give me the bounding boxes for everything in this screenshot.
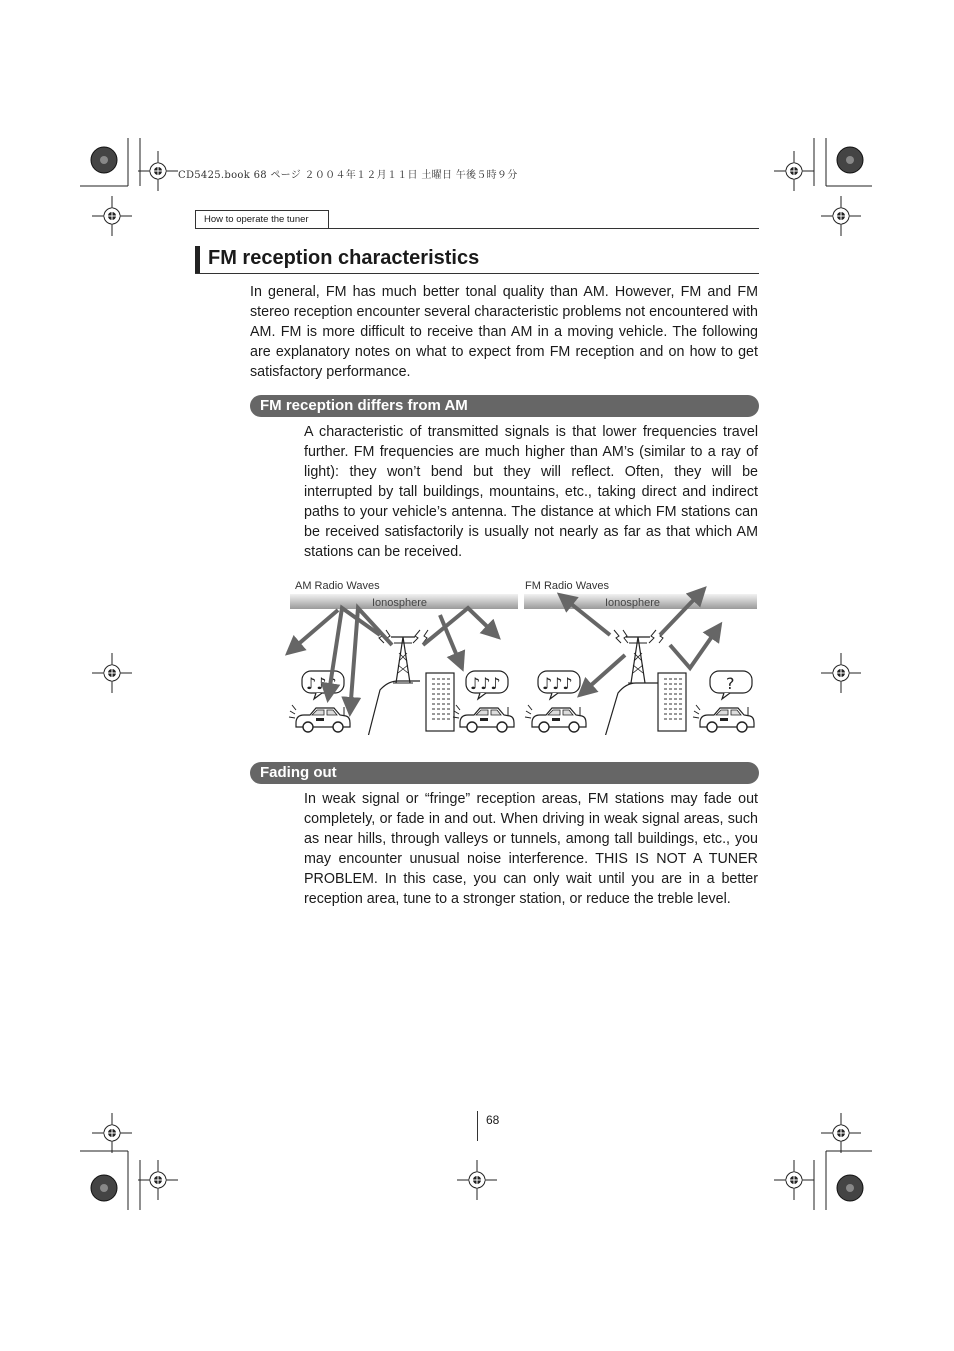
print-header: CD5425.book 68 ページ ２００４年１２月１１日 土曜日 午後５時９分 (178, 170, 518, 181)
section-tab: How to operate the tuner (195, 210, 329, 228)
radio-waves-diagram (280, 575, 764, 735)
car-icon-am-2 (453, 705, 514, 732)
ionosphere-label-am: Ionosphere (372, 597, 428, 609)
building-icon-fm (658, 673, 686, 731)
title-rule (195, 273, 759, 274)
am-wave-left (288, 610, 338, 653)
page-number: 68 (486, 1113, 500, 1127)
title-marker (195, 246, 200, 273)
car-icon-fm-1 (525, 705, 586, 732)
music-note-icon-am-2: ♪♪♪ (470, 674, 501, 693)
intro-paragraph: In general, FM has much better tonal quality than AM. However, FM and FM stereo reception encounter several characteristic problems not encountered with AM. FM is more difficult to receive than AM in a moving vehicle. The following are explanatory notes on what to expect from FM reception and on how to get satisfactory performance. (250, 284, 758, 380)
page-title: FM reception characteristics (208, 247, 480, 269)
section-body-fm-differs: A characteristic of transmitted signals is that lower frequencies travel further. FM frequencies are much higher than AM’s (similar to a ray of light): they won’t bend but they will reflect. Often, they will be interrupted by tall buildings, mountains, etc., taking direct and indirect paths to your vehicle’s antenna. The distance at which FM stations can be received satisfactorily is usually not nearly as far as that which AM stations can be received. (304, 424, 758, 560)
car-icon-am-1 (289, 705, 350, 732)
tower-icon-am (391, 637, 415, 683)
question-mark-icon: ? (726, 674, 735, 693)
fm-wave-blocked (670, 625, 720, 668)
tower-icon-fm (626, 637, 650, 683)
page-number-rule (477, 1111, 478, 1141)
header-rule (195, 228, 759, 229)
am-wave-right (423, 608, 498, 645)
am-wave-reflect-2 (350, 608, 392, 713)
music-note-icon-am-1: ♪♪♪ (306, 674, 337, 693)
ionosphere-label-fm: Ionosphere (605, 597, 661, 609)
music-note-icon-fm: ♪♪♪ (542, 674, 573, 693)
building-icon-am (426, 673, 454, 731)
fm-wave-down-left (580, 655, 625, 695)
car-icon-fm-2 (693, 705, 754, 732)
am-label: AM Radio Waves (295, 580, 380, 592)
section-heading-fading-out: Fading out (250, 762, 759, 784)
section-heading-fm-differs: FM reception differs from AM (250, 395, 759, 417)
fm-label: FM Radio Waves (525, 580, 609, 592)
section-body-fading-out: In weak signal or “fringe” reception areas, FM stations may fade out completely, or fade in and out. When driving in weak signal areas, such as near hills, through valleys or tunnels, among tall buildings, etc., you may encounter unusual noise interference. THIS IS NOT A TUNER PROBLEM. In this case, you can only wait until you are in a better reception area, tune to a stronger station, or reduce the treble level. (304, 791, 758, 907)
